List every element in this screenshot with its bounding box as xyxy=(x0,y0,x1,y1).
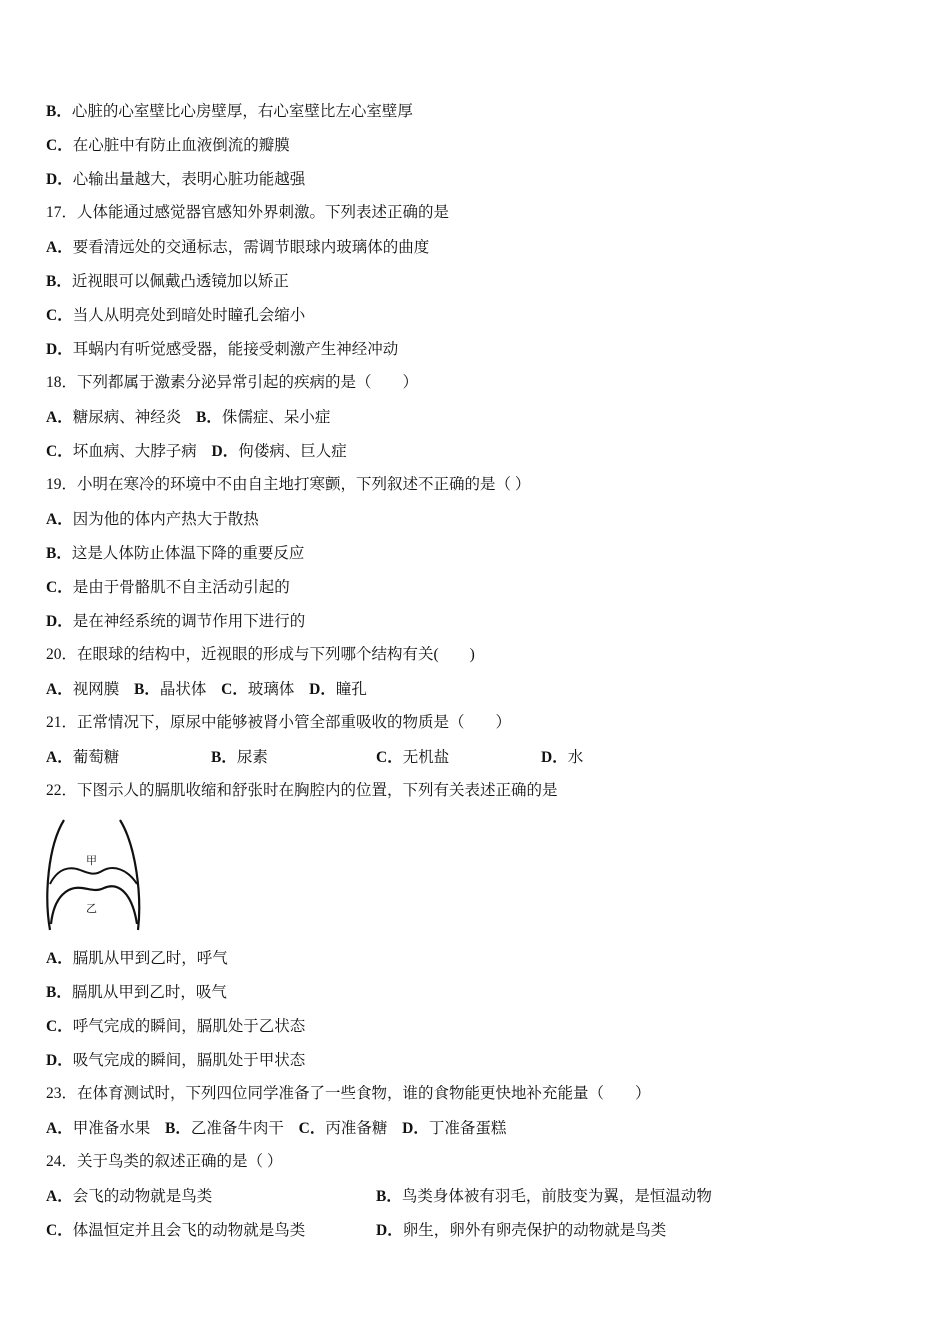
diaphragm-diagram xyxy=(44,816,144,934)
q21-option-d: D．水 xyxy=(541,748,584,766)
q24-option-b: B．鸟类身体被有羽毛，前肢变为翼，是恒温动物 xyxy=(376,1187,712,1205)
q19-option-c: C．是由于骨骼肌不自主活动引起的 xyxy=(46,578,290,596)
q16-option-c: C．在心脏中有防止血液倒流的瓣膜 xyxy=(46,136,290,154)
q24-options-row1 xyxy=(46,1184,906,1208)
q24-option-a: A．会飞的动物就是鸟类 xyxy=(46,1187,213,1205)
figure-label-jia: 甲 xyxy=(86,854,97,867)
q23-stem: 23．在体育测试时，下列四位同学准备了一些食物，谁的食物能更快地补充能量（ ） xyxy=(46,1085,651,1102)
q21-options-row xyxy=(46,745,746,769)
q17-option-c: C．当人从明亮处到暗处时瞳孔会缩小 xyxy=(46,306,306,324)
q24-stem: 24．关于鸟类的叙述正确的是（ ） xyxy=(46,1153,283,1170)
q19-option-d: D．是在神经系统的调节作用下进行的 xyxy=(46,612,306,630)
q17-stem: 17．人体能通过感觉器官感知外界刺激。下列表述正确的是 xyxy=(46,204,450,221)
q17-option-b: B．近视眼可以佩戴凸透镜加以矫正 xyxy=(46,272,289,290)
q22-option-a: A．膈肌从甲到乙时，呼气 xyxy=(46,949,228,967)
q22-option-d: D．吸气完成的瞬间，膈肌处于甲状态 xyxy=(46,1051,306,1069)
q21-option-a: A．葡萄糖 xyxy=(46,748,120,766)
diaphragm-curve-jia xyxy=(50,868,137,884)
diaphragm-figure xyxy=(44,816,144,934)
q18-stem: 18．下列都属于激素分泌异常引起的疾病的是（ ） xyxy=(46,374,419,391)
q22-option-c: C．呼气完成的瞬间，膈肌处于乙状态 xyxy=(46,1017,306,1035)
q24-option-c: C．体温恒定并且会飞的动物就是鸟类 xyxy=(46,1221,306,1239)
q16-option-b: B．心脏的心室壁比心房壁厚，右心室壁比左心室壁厚 xyxy=(46,102,413,120)
q21-stem: 21．正常情况下，原尿中能够被肾小管全部重吸收的物质是（ ） xyxy=(46,714,512,731)
q24-option-d: D．卵生，卵外有卵壳保护的动物就是鸟类 xyxy=(376,1221,667,1239)
q22-stem: 22．下图示人的膈肌收缩和舒张时在胸腔内的位置，下列有关表述正确的是 xyxy=(46,782,558,799)
q22-option-b: B．膈肌从甲到乙时，吸气 xyxy=(46,983,227,1001)
q18-options-row1: A．糖尿病、神经炎 B．侏儒症、呆小症 xyxy=(46,408,331,426)
figure-label-yi: 乙 xyxy=(86,902,97,915)
q23-options-row: A．甲准备水果 B．乙准备牛肉干 C．丙准备糖 D．丁准备蛋糕 xyxy=(46,1119,507,1137)
q16-option-d: D．心输出量越大，表明心脏功能越强 xyxy=(46,170,306,188)
q18-options-row2: C．坏血病、大脖子病 D．佝偻病、巨人症 xyxy=(46,442,347,460)
q17-option-a: A．要看清远处的交通标志，需调节眼球内玻璃体的曲度 xyxy=(46,238,430,256)
q19-option-b: B．这是人体防止体温下降的重要反应 xyxy=(46,544,305,562)
q19-stem: 19．小明在寒冷的环境中不由自主地打寒颤，下列叙述不正确的是（ ） xyxy=(46,476,531,493)
q24-options-row2 xyxy=(46,1218,906,1242)
q17-option-d: D．耳蜗内有听觉感受器，能接受刺激产生神经冲动 xyxy=(46,340,399,358)
q20-stem: 20．在眼球的结构中，近视眼的形成与下列哪个结构有关( ) xyxy=(46,646,475,663)
q21-option-c: C．无机盐 xyxy=(376,748,450,766)
q19-option-a: A．因为他的体内产热大于散热 xyxy=(46,510,259,528)
q21-option-b: B．尿素 xyxy=(211,748,268,766)
q20-options-row: A．视网膜 B．晶状体 C．玻璃体 D．瞳孔 xyxy=(46,680,367,698)
